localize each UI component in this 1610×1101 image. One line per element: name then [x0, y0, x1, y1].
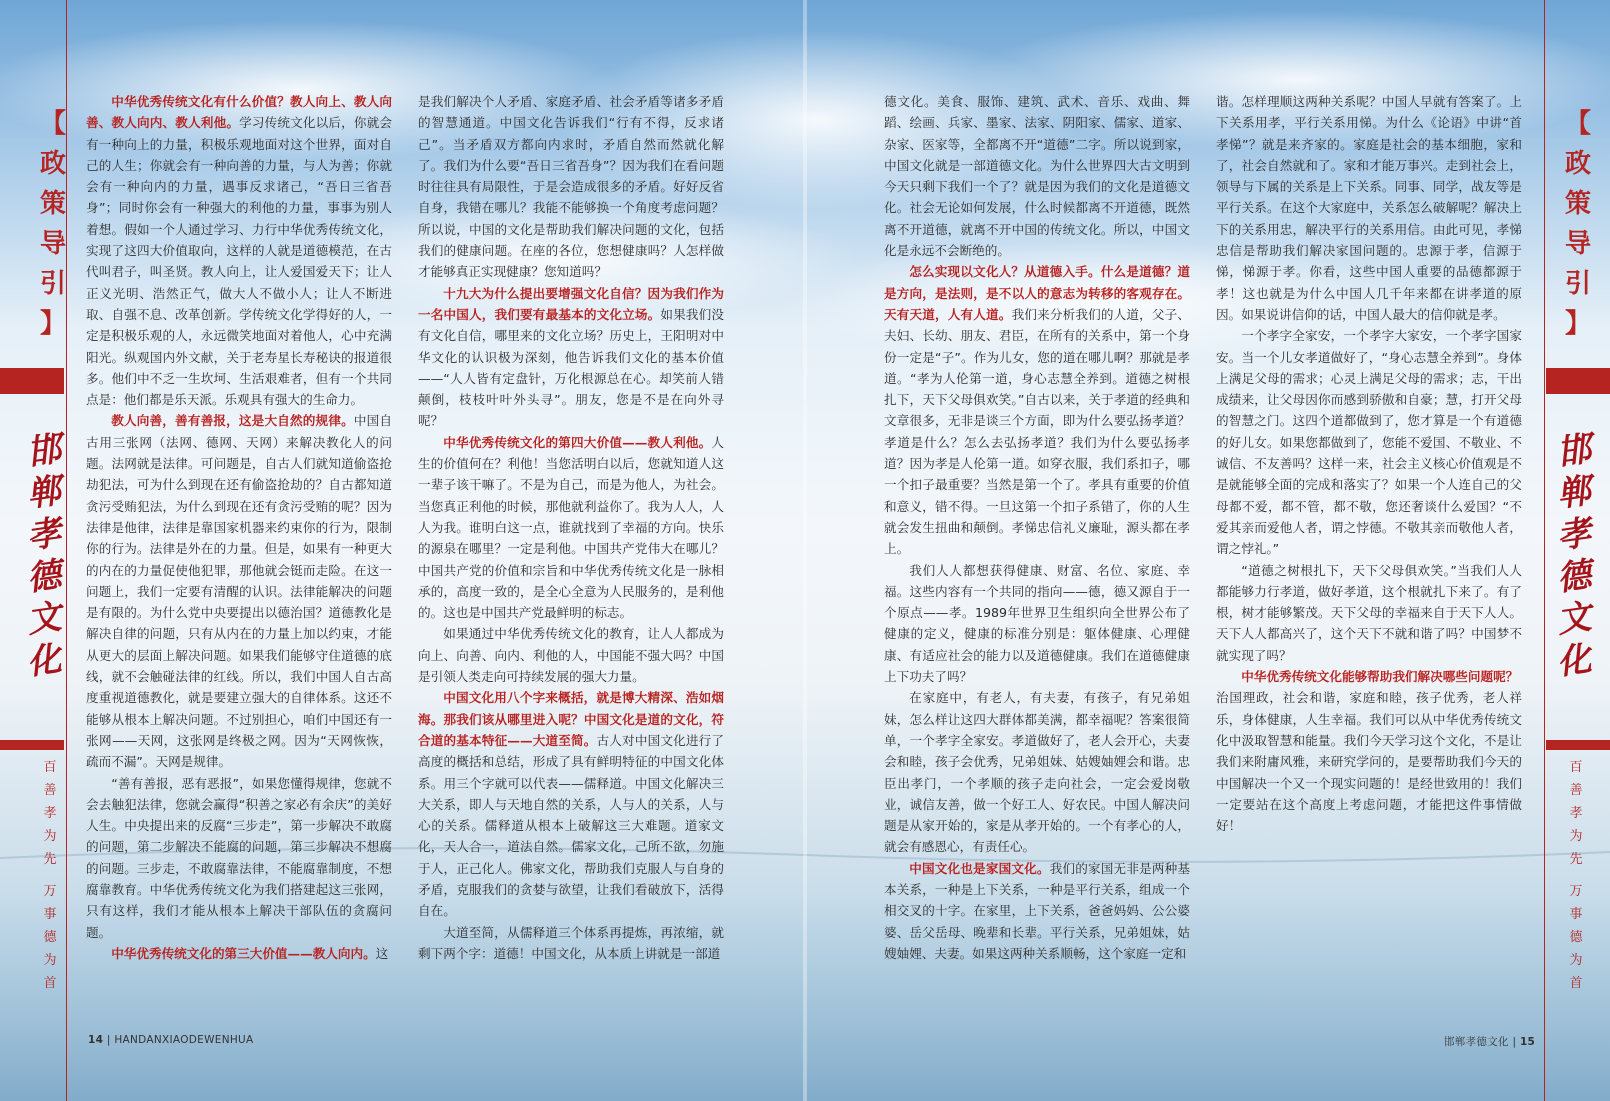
section-tag-right: 【 政 策 导 引 】 — [1564, 109, 1591, 339]
body-text: “善有善报，恶有恶报”，如果您懂得规律，您就不会去触犯法律，您就会赢得“积善之家必有余庆”的美好人生。中央提出来的反腐“三步走”，第一步解决不敢腐的问题，第二步解决不能腐的问题，第三步解决不想腐的问题。三步走，不敢腐靠法律，不能腐靠制度，不想腐靠教育。中华优秀传统文化为我们搭建起这三张网，只有这样，我们才能从根本上解决干部队伍的贪腐问题。 — [86, 775, 392, 940]
text-column-4 — [1216, 91, 1522, 1023]
left-red-band — [0, 368, 64, 394]
paragraph — [418, 432, 724, 624]
motto-right-1: 百 善 孝 为 先 — [1569, 760, 1583, 867]
paragraph — [418, 687, 724, 921]
right-red-band — [1546, 368, 1610, 394]
highlight-heading: 中华优秀传统文化的第三大价值——教人向内。 — [111, 945, 376, 961]
folio-left: 14 | HANDANXIAODEWENHUA — [88, 1034, 254, 1046]
paragraph — [884, 560, 1190, 688]
body-text: 这 — [375, 945, 389, 961]
paragraph — [1216, 325, 1522, 559]
body-text: 德文化。美食、服饰、建筑、武术、音乐、戏曲、舞蹈、绘画、兵家、墨家、法家、阴阳家、儒家、道家、杂家、医家等，全都离不开“道德”二字。所以说到家，中国文化就是一部道德文化。为什么世界四大古文明到今天只剩下我们一个了？就是因为我们的文化是道德文化。社会无论如何发展，什么时候都离不开道德，既然离不开道德，就离不开中国的传统文化。所以，中国文化是永远不会断绝的。 — [884, 94, 1190, 259]
motto-left-1: 百 善 孝 为 先 — [43, 760, 57, 867]
body-text: 治国理政，社会和谐，家庭和睦，孩子优秀，老人祥乐，身体健康，人生幸福。我们可以从中华优秀传统文化中汲取智慧和能量。我们今天学习这个文化，不是让我们来附庸风雅，来研究学问的，是要帮助我们今天的中国解决一个又一个现实问题的！是经世致用的！我们一定要站在这个高度上考虑问题，才能把这件事情做好！ — [1216, 690, 1522, 834]
left-margin-decoration — [0, 0, 64, 1101]
paragraph — [86, 943, 392, 964]
motto-left-2: 万 事 德 为 首 — [43, 884, 57, 991]
paragraph — [418, 91, 724, 283]
body-text: 是我们解决个人矛盾、家庭矛盾、社会矛盾等诸多矛盾的智慧通道。中国文化告诉我们“行有不得，反求诸己”。当矛盾双方都向内求时，矛盾自然而然就化解了。我们为什么要“吾日三省吾身”？因为我们在看问题时往往具有局限性，于是会造成很多的矛盾。好好反省自身，我错在哪儿？我能不能够换一个角度考虑问题？所以说，中国的文化是帮助我们解决问题的文化，包括我们的健康问题。在座的各位，您想健康吗？人怎样做才能够真正实现健康？您知道吗？ — [418, 94, 724, 280]
paragraph — [86, 91, 392, 410]
body-text: 我们人人都想获得健康、财富、名位、家庭、幸福。这些内容有一个共同的指向——德，德又源自于一个原点——孝。1989年世界卫生组织向全世界公布了健康的定义，健康的标准分别是：躯体健康、心理健康、有适应社会的能力以及道德健康。我们在道德健康上下功夫了吗？ — [884, 562, 1190, 685]
body-text: 一个孝字全家安，一个孝字大家安，一个孝字国家安。当一个儿女孝道做好了，“身心志慧全养到”。身体上满足父母的需求；心灵上满足父母的需求；志，干出成绩来，让父母因你而感到骄傲和自豪；慧，打开父母的智慧之门。这四个道都做到了，您才算是一个有道德的好儿女。如果您都做到了，您能不爱国、不敬业、不诚信、不友善吗？这样一来，社会主义核心价值观是不是就能够全面的完成和落实了？如果一个人连自己的父母都不爱，都不管，都不敬，您还奢谈什么爱国？“不爱其亲而爱他人者，谓之悖德。不敬其亲而敬他人者，谓之悖礼。” — [1216, 328, 1522, 557]
right-red-band-lower — [1546, 740, 1610, 750]
right-margin-decoration — [1546, 0, 1610, 1101]
paragraph — [418, 623, 724, 687]
text-column-2 — [418, 91, 724, 1023]
folio-right: 邯郸孝德文化 | 15 — [1444, 1036, 1536, 1048]
highlight-heading: 怎么实现以文化人？从道德入手。什么是道德？道是方向，是法则，是不以人的意志为转移的客观存在。天有天道，人有人道。 — [884, 264, 1190, 322]
paragraph — [884, 261, 1190, 559]
paragraph — [1216, 560, 1522, 666]
paragraph — [418, 283, 724, 432]
paragraph — [884, 858, 1190, 964]
body-text: 如果我们没有文化自信，哪里来的文化立场？历史上，王阳明对中华文化的认识极为深刻，他告诉我们文化的基本价值——“人人皆有定盘针，万化根源总在心。却笑前人错颠倒，枝枝叶叶外头寻”。朋友，您是不是在向外寻呢？ — [418, 306, 724, 429]
highlight-heading: 中华优秀传统文化的第四大价值——教人利他。 — [443, 434, 712, 450]
page-gutter — [803, 0, 807, 1101]
right-red-rule — [1544, 0, 1545, 1101]
text-column-3 — [884, 91, 1190, 1023]
body-text: 我们的家国无非是两种基本关系，一种是上下关系，一种是平行关系，组成一个相交叉的十字。在家里，上下关系，爸爸妈妈、公公婆婆、岳父岳母、晚辈和长辈。平行关系，兄弟姐妹，姑嫂妯娌、夫妻。如果这两种关系顺畅，这个家庭一定和 — [884, 860, 1190, 961]
body-text: 在家庭中，有老人，有夫妻，有孩子，有兄弟姐妹，怎么样让这四大群体都美满，都幸福呢？答案很简单，一个孝字全家安。孝道做好了，老人会开心，夫妻会和睦，孩子会优秀，兄弟姐妹、姑嫂妯娌会和谐。忠臣出孝门，一个孝顺的孩子走向社会，一定会爱岗敬业，诚信友善，做一个好工人、好农民。中国人解决问题是从家开始的，家是从孝开始的。一个有孝心的人，就会有感恩心，有责任心。 — [884, 690, 1190, 855]
paragraph — [86, 410, 392, 772]
body-text: 如果通过中华优秀传统文化的教育，让人人都成为向上、向善、向内、利他的人，中国能不强大吗？中国是引领人类走向可持续发展的强大力量。 — [418, 626, 724, 685]
paragraph — [1216, 91, 1522, 325]
paragraph — [86, 773, 392, 943]
highlight-heading: 中国文化也是家国文化。 — [909, 860, 1050, 876]
paragraph — [418, 922, 724, 965]
highlight-heading: 中华优秀传统文化有什么价值？教人向上、教人向善、教人向内、教人利他。 — [86, 94, 392, 131]
paragraph — [884, 687, 1190, 857]
highlight-heading: 十九大为什么提出要增强文化自信？因为我们作为一名中国人，我们要有最基本的文化立场。 — [418, 285, 724, 322]
left-red-band-lower — [0, 740, 64, 750]
text-column-1 — [86, 91, 392, 1023]
motto-right-2: 万 事 德 为 首 — [1569, 884, 1583, 991]
highlight-heading: 中华优秀传统文化能够帮助我们解决哪些问题呢？ — [1241, 669, 1519, 685]
body-text: 大道至简，从儒释道三个体系再提炼，再浓缩，就剩下两个字：道德！中国文化，从本质上讲就是一部道 — [418, 924, 724, 961]
body-text: 古人对中国文化进行了高度的概括和总结，形成了具有鲜明特征的中国文化体系。用三个字就可以代表——儒释道。中国文化解决三大关系，即人与天地自然的关系，人与人的关系，人与心的关系。儒释道从根本上破解这三大难题。道家文化，天人合一，道法自然。儒家文化，己所不欲，勿施于人，正己化人。佛家文化，帮助我们克服人与自身的矛盾，克服我们的贪婪与欲望，让我们看破放下，活得自在。 — [418, 732, 724, 919]
body-text: 谐。怎样理顺这两种关系呢？中国人早就有答案了。上下关系用孝，平行关系用悌。为什么《论语》中讲“首孝悌”？就是来齐家的。家庭是社会的基本细胞，家和了，社会自然就和了。家和才能万事兴。走到社会上，领导与下属的关系是上下关系。同事、同学，战友等是平行关系。在这个大家庭中，关系怎么破解呢？解决上下的关系用忠，解决平行的关系用信。由此可见，孝悌忠信是帮助我们解决家国问题的。忠源于孝，信源于悌，悌源于孝。你看，这些中国人重要的品德都源于孝！这也就是为什么中国人几千年来都在讲孝道的原因。如果说讲信仰的话，中国人最大的信仰就是孝。 — [1216, 94, 1522, 322]
brand-calligraphy-right: 邯 郸 孝 德 文 化 — [1554, 428, 1594, 684]
body-text: 中国自古用三张网（法网、德网、天网）来解决教化人的问题。法网就是法律。可问题是，自古人们就知道偷盗抢劫犯法，可为什么到现在还有偷盗抢劫的？自古都知道贪污受贿犯法，为什么到现在还有贪污受贿的呢？因为法律是他律，法律是靠国家机器来约束你的行为，限制你的行为。法律是外在的力量。但是，如果有一种更大的内在的力量促使他犯罪，那他就会铤而走险。在这一问题上，我们一定要有清醒的认识。法律能解决的问题是有限的。为什么党中央要提出以德治国？道德教化是解决自律的问题，只有从内在的力量上加以约束，才能从更大的层面上解决问题。如果我们能够守住道德的底线，就不会触碰法律的红线。所以，我们中国人自古高度重视道德教化，就是要建立强大的自律体系。这还不能够从根本上解决问题。不过别担心，咱们中国还有一张网——天网，这张网是终极之网。因为“天网恢恢，疏而不漏”。天网是规律。 — [86, 413, 392, 770]
body-text: 人生的价值何在？利他！当您活明白以后，您就知道人这一辈子该干嘛了。不是为自己，而是为他人，为社会。当您真正利他的时候，那他就利益你了。我为人人，人人为我。谁明白这一点，谁就找到了幸福的方向。快乐的源泉在哪里？一定是利他。中国共产党伟大在哪儿？中国共产党的价值和宗旨和中华优秀传统文化是一脉相承的，高度一致的，是全心全意为人民服务的，是利他的。这也是中国共产党最鲜明的标志。 — [418, 434, 724, 621]
section-tag-left: 【 政 策 导 引 】 — [39, 109, 66, 339]
body-text: 我们来分析我们的人道，父子、夫妇、长幼、朋友、君臣，在所有的关系中，第一个身份一定是“子”。作为儿女，您的道在哪儿啊？那就是孝道。“孝为人伦第一道，身心志慧全养到。道德之树根扎下，天下父母俱欢笑。”自古以来，关于孝道的经典和文章很多，无非是谈三个方面，即为什么要弘扬孝道？孝道是什么？怎么去弘扬孝道？我们为什么要弘扬孝道？因为孝是人伦第一道。如穿衣服，我们系扣子，哪一个扣子最重要？当然是第一个了。孝具有重要的价值和意义，错不得。一旦这第一个扣子系错了，你的人生就会发生扭曲和颠倒。孝悌忠信礼义廉耻，源头都在孝上。 — [884, 306, 1190, 557]
body-text: 学习传统文化以后，你就会有一种向上的力量，积极乐观地面对这个世界，面对自己的人生；你就会有一种向善的力量，与人为善；你就会有一种向内的力量，遇事反求诸己，“吾日三省吾身”；同时你会有一种强大的利他的力量，事事为别人着想。假如一个人通过学习、力行中华优秀传统文化，实现了这四大价值取向，这样的人就是道德模范，在古代叫君子，叫圣贤。教人向上，让人爱国爱天下；让人正义光明、浩然正气，做大人不做小人；让人不断进取、自强不息、改革创新。学传统文化学得好的人，一定是积极乐观的人，永远微笑地面对着他人，心中充满阳光。纵观国内外文献，关于老寿星长寿秘诀的报道很多。他们中不乏一生坎坷、生活艰难者，但有一个共同点是：他们都是乐天派。乐观具有强大的生命力。 — [86, 115, 392, 408]
highlight-heading: 教人向善，善有善报，这是大自然的规律。 — [111, 413, 354, 429]
paragraph — [884, 91, 1190, 261]
highlight-heading: 中国文化用八个字来概括，就是博大精深、浩如烟海。那我们该从哪里进入呢？中国文化是道的文化，符合道的基本特征——大道至简。 — [418, 690, 724, 748]
paragraph — [1216, 687, 1522, 836]
body-text: “道德之树根扎下，天下父母俱欢笑。”当我们人人都能够力行孝道，做好孝道，这个根就扎下来了。有了根，树才能够繁茂。天下父母的幸福来自于天下人人。天下人人都高兴了，这个天下不就和谐了吗？中国梦不就实现了吗？ — [1216, 562, 1522, 663]
paragraph — [1216, 666, 1522, 687]
brand-calligraphy-left: 邯 郸 孝 德 文 化 — [24, 428, 64, 684]
